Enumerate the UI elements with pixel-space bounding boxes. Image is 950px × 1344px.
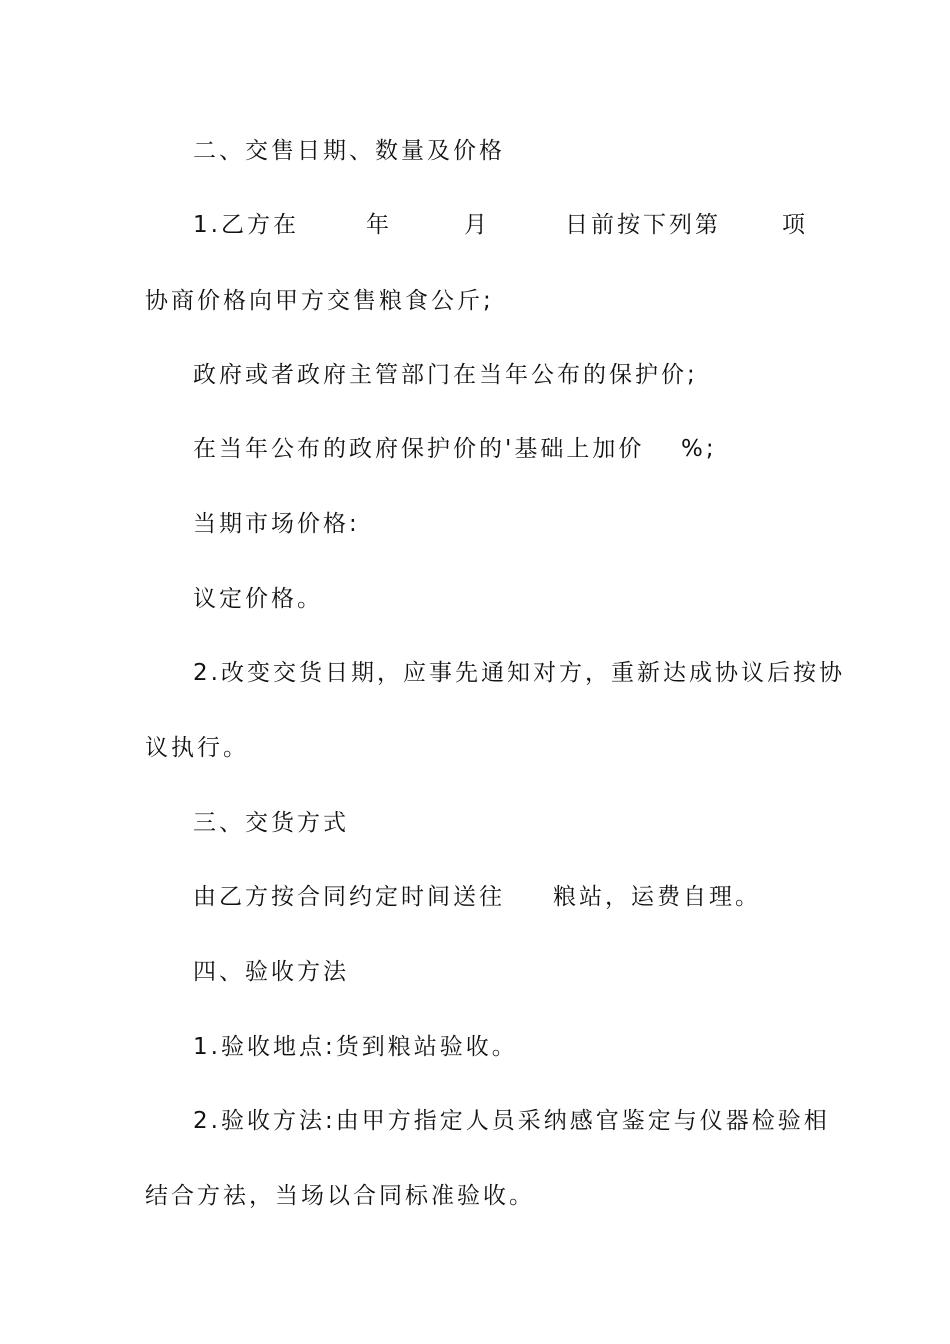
option-market-price: 当期市场价格: <box>193 511 360 537</box>
paragraph-line: 协商价格向甲方交售粮食公斤; <box>145 288 494 314</box>
option-protection-price: 政府或者政府主管部门在当年公布的保护价; <box>193 362 698 388</box>
date-clause-day: 日前按下列第 <box>565 212 721 238</box>
date-clause-item: 项 <box>782 212 808 238</box>
section-heading-4: 四、验收方法 <box>193 959 349 985</box>
section-heading-2: 二、交售日期、数量及价格 <box>193 138 505 164</box>
option-agreed-price: 议定价格。 <box>193 586 323 612</box>
date-clause-start: 1.乙方在 <box>193 212 299 238</box>
date-clause-line <box>0 214 950 240</box>
paragraph-line: 结合方祛，当场以合同标准验收。 <box>145 1183 535 1209</box>
paragraph-line: 议执行。 <box>145 735 249 761</box>
clause-change-date: 2.改变交货日期，应事先通知对方，重新达成协议后按协 <box>193 660 845 686</box>
date-clause-year: 年 <box>366 212 392 238</box>
delivery-clause-end: 粮站，运费自理。 <box>553 884 761 910</box>
section-heading-3: 三、交货方式 <box>193 810 349 836</box>
clause-inspection-place: 1.验收地点:货到粮站验收。 <box>193 1034 518 1060</box>
delivery-clause-start: 由乙方按合同约定时间送往 <box>193 884 505 910</box>
option-markup-price: 在当年公布的政府保护价的'基础上加价 <box>193 436 645 462</box>
option-markup-percent: %; <box>681 436 717 462</box>
clause-inspection-method: 2.验收方法:由甲方指定人员采纳感官鉴定与仪器检验相 <box>193 1108 830 1134</box>
date-clause-month: 月 <box>464 212 490 238</box>
